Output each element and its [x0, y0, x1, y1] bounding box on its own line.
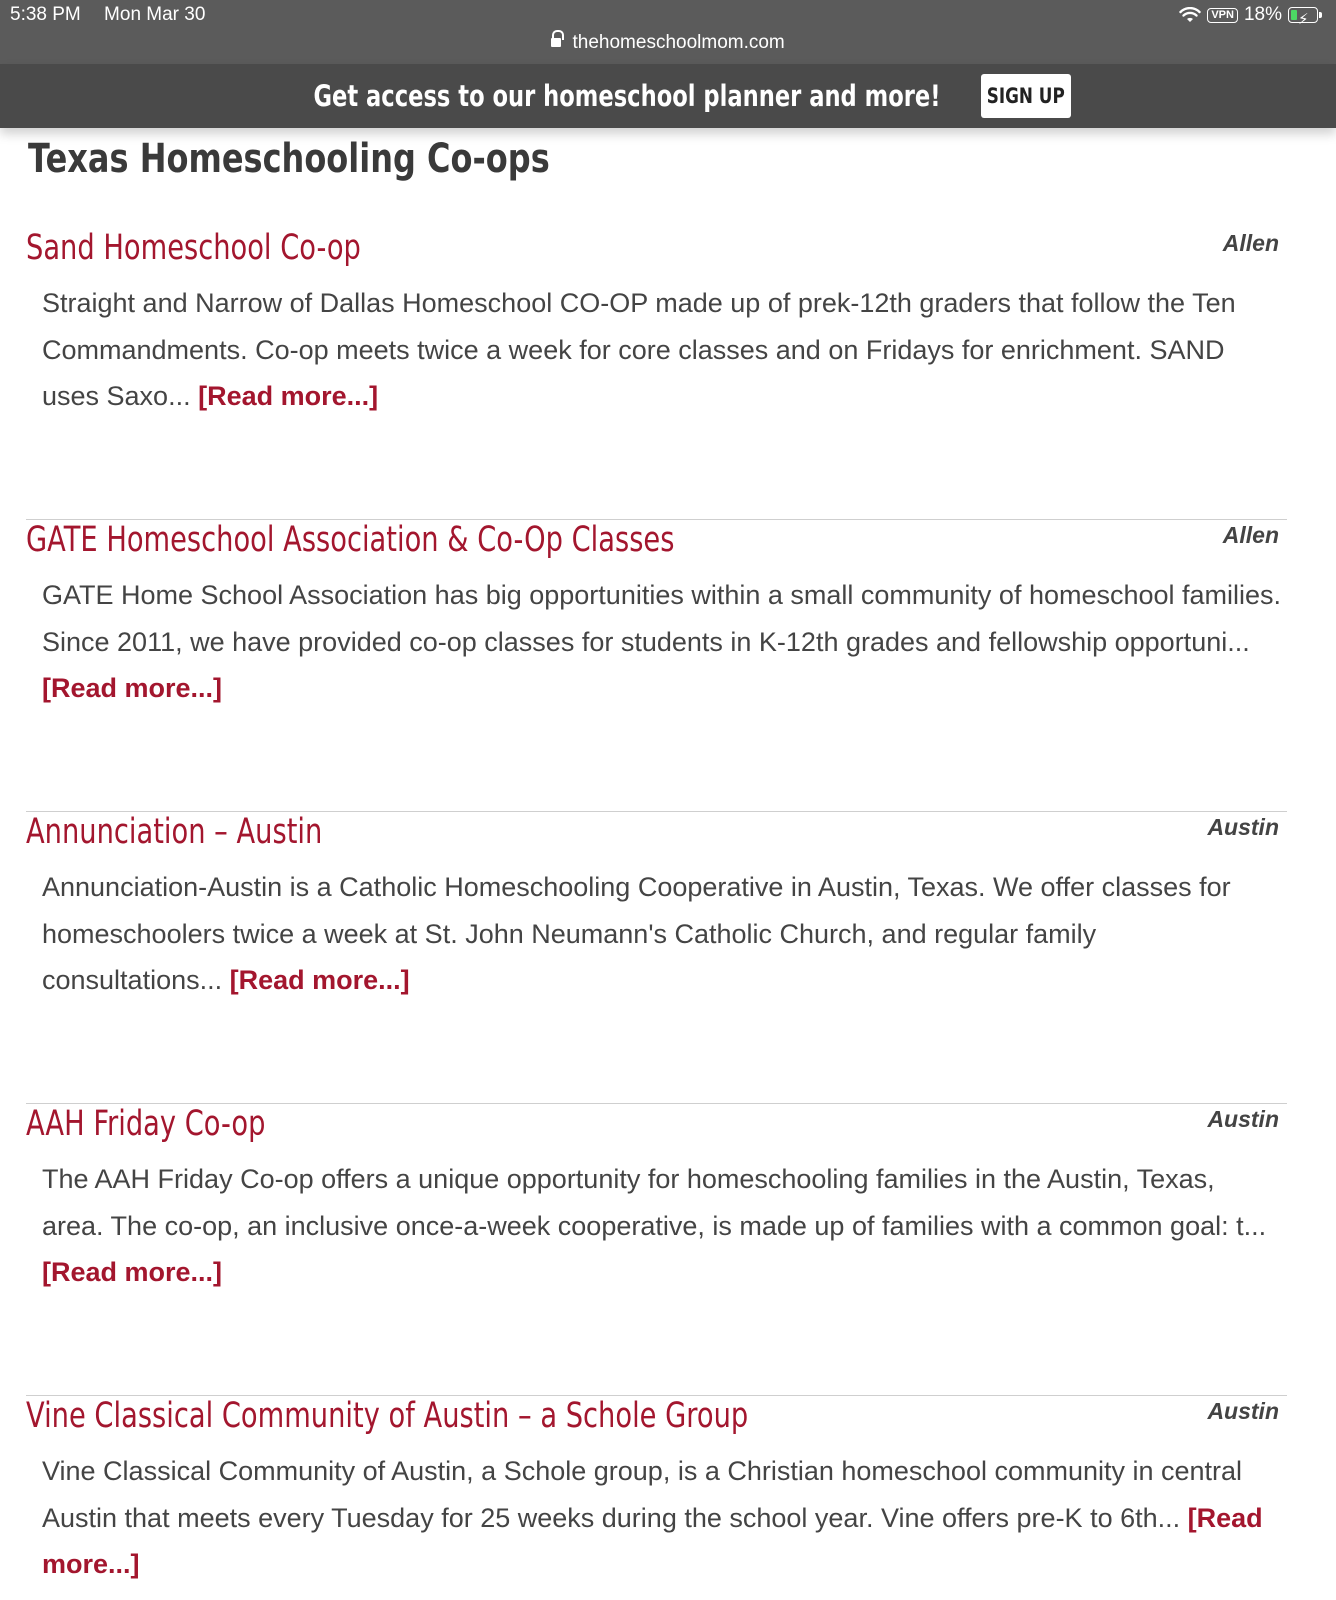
- listing-item: [26, 812, 1287, 1104]
- page-title: Texas Homeschooling Co-ops: [28, 136, 550, 182]
- listing-item: [26, 1396, 1287, 1600]
- listing-city: Austin: [1207, 1398, 1279, 1424]
- address-bar[interactable]: [0, 30, 1336, 64]
- listing-description: [42, 864, 1282, 1004]
- status-right: [1179, 0, 1318, 30]
- listing-item: [26, 228, 1287, 520]
- promo-text: Get access to our homeschool planner and more!: [313, 79, 941, 113]
- sign-up-label: SIGN UP: [987, 84, 1066, 108]
- sign-up-button[interactable]: [981, 74, 1071, 118]
- listing-title-link[interactable]: Sand Homeschool Co-op: [26, 228, 361, 268]
- lock-icon: [551, 36, 561, 49]
- listing-description-text: GATE Home School Association has big opportunities within a small community of homeschool families. Since 2011, we have provided co-op classes for students in K-12th grades and fellowship opportuni...: [42, 580, 1282, 657]
- url-text: thehomeschoolmom.com: [572, 32, 785, 53]
- battery-percent: 18%: [1243, 4, 1282, 25]
- wifi-icon: [1179, 7, 1201, 23]
- listing-description-text: The AAH Friday Co-op offers a unique opportunity for homeschooling families in the Austin, Texas, area. The co-op, an inclusive once-a-week cooperative, is made up of families with a common goal: t...: [42, 1164, 1267, 1241]
- listing-title-link[interactable]: Vine Classical Community of Austin – a Schole Group: [26, 1396, 749, 1436]
- listing-description: [42, 280, 1282, 420]
- listing-description: [42, 572, 1282, 712]
- charging-bolt-icon: ⚡: [1298, 11, 1309, 28]
- listing-item: [26, 520, 1287, 812]
- listing-description: [42, 1156, 1282, 1296]
- read-more-link[interactable]: [Read more...]: [198, 381, 379, 411]
- listing-city: Austin: [1207, 814, 1279, 840]
- vpn-badge: VPN: [1207, 8, 1238, 23]
- listing-title-link[interactable]: GATE Homeschool Association & Co-Op Classes: [26, 520, 675, 560]
- read-more-link[interactable]: [Read more...]: [42, 1502, 1263, 1579]
- listing-description-text: Annunciation-Austin is a Catholic Homeschooling Cooperative in Austin, Texas. We offer classes for homeschoolers twice a week at St. John Neumann's Catholic Church, and regular family consultations...: [42, 872, 1231, 995]
- battery-level: [1291, 10, 1297, 20]
- promo-banner: [0, 64, 1336, 128]
- status-time: 5:38 PM: [10, 4, 81, 25]
- status-date: Mon Mar 30: [104, 4, 206, 25]
- listing-city: Austin: [1207, 1106, 1279, 1132]
- listing-description-text: Straight and Narrow of Dallas Homeschool CO-OP made up of prek-12th graders that follow the Ten Commandments. Co-op meets twice a week for core classes and on Fridays for enrichment. SAND uses Saxo...: [42, 288, 1236, 411]
- listing-city: Allen: [1222, 230, 1279, 256]
- listing-title-link[interactable]: AAH Friday Co-op: [26, 1104, 266, 1144]
- read-more-link[interactable]: [Read more...]: [42, 673, 223, 703]
- listing-item: [26, 1104, 1287, 1396]
- read-more-link[interactable]: [Read more...]: [229, 965, 410, 995]
- status-left: [10, 0, 223, 30]
- listing-description-text: Vine Classical Community of Austin, a Schole group, is a Christian homeschool community in central Austin that meets every Tuesday for 25 weeks during the school year. Vine offers pre-K to 6th...: [42, 1456, 1243, 1533]
- status-bar: [0, 0, 1336, 30]
- listing-description: [42, 1448, 1282, 1588]
- listing-city: Allen: [1222, 522, 1279, 548]
- read-more-link[interactable]: [Read more...]: [42, 1257, 223, 1287]
- battery-icon: [1288, 7, 1318, 28]
- listing-title-link[interactable]: Annunciation – Austin: [26, 812, 323, 852]
